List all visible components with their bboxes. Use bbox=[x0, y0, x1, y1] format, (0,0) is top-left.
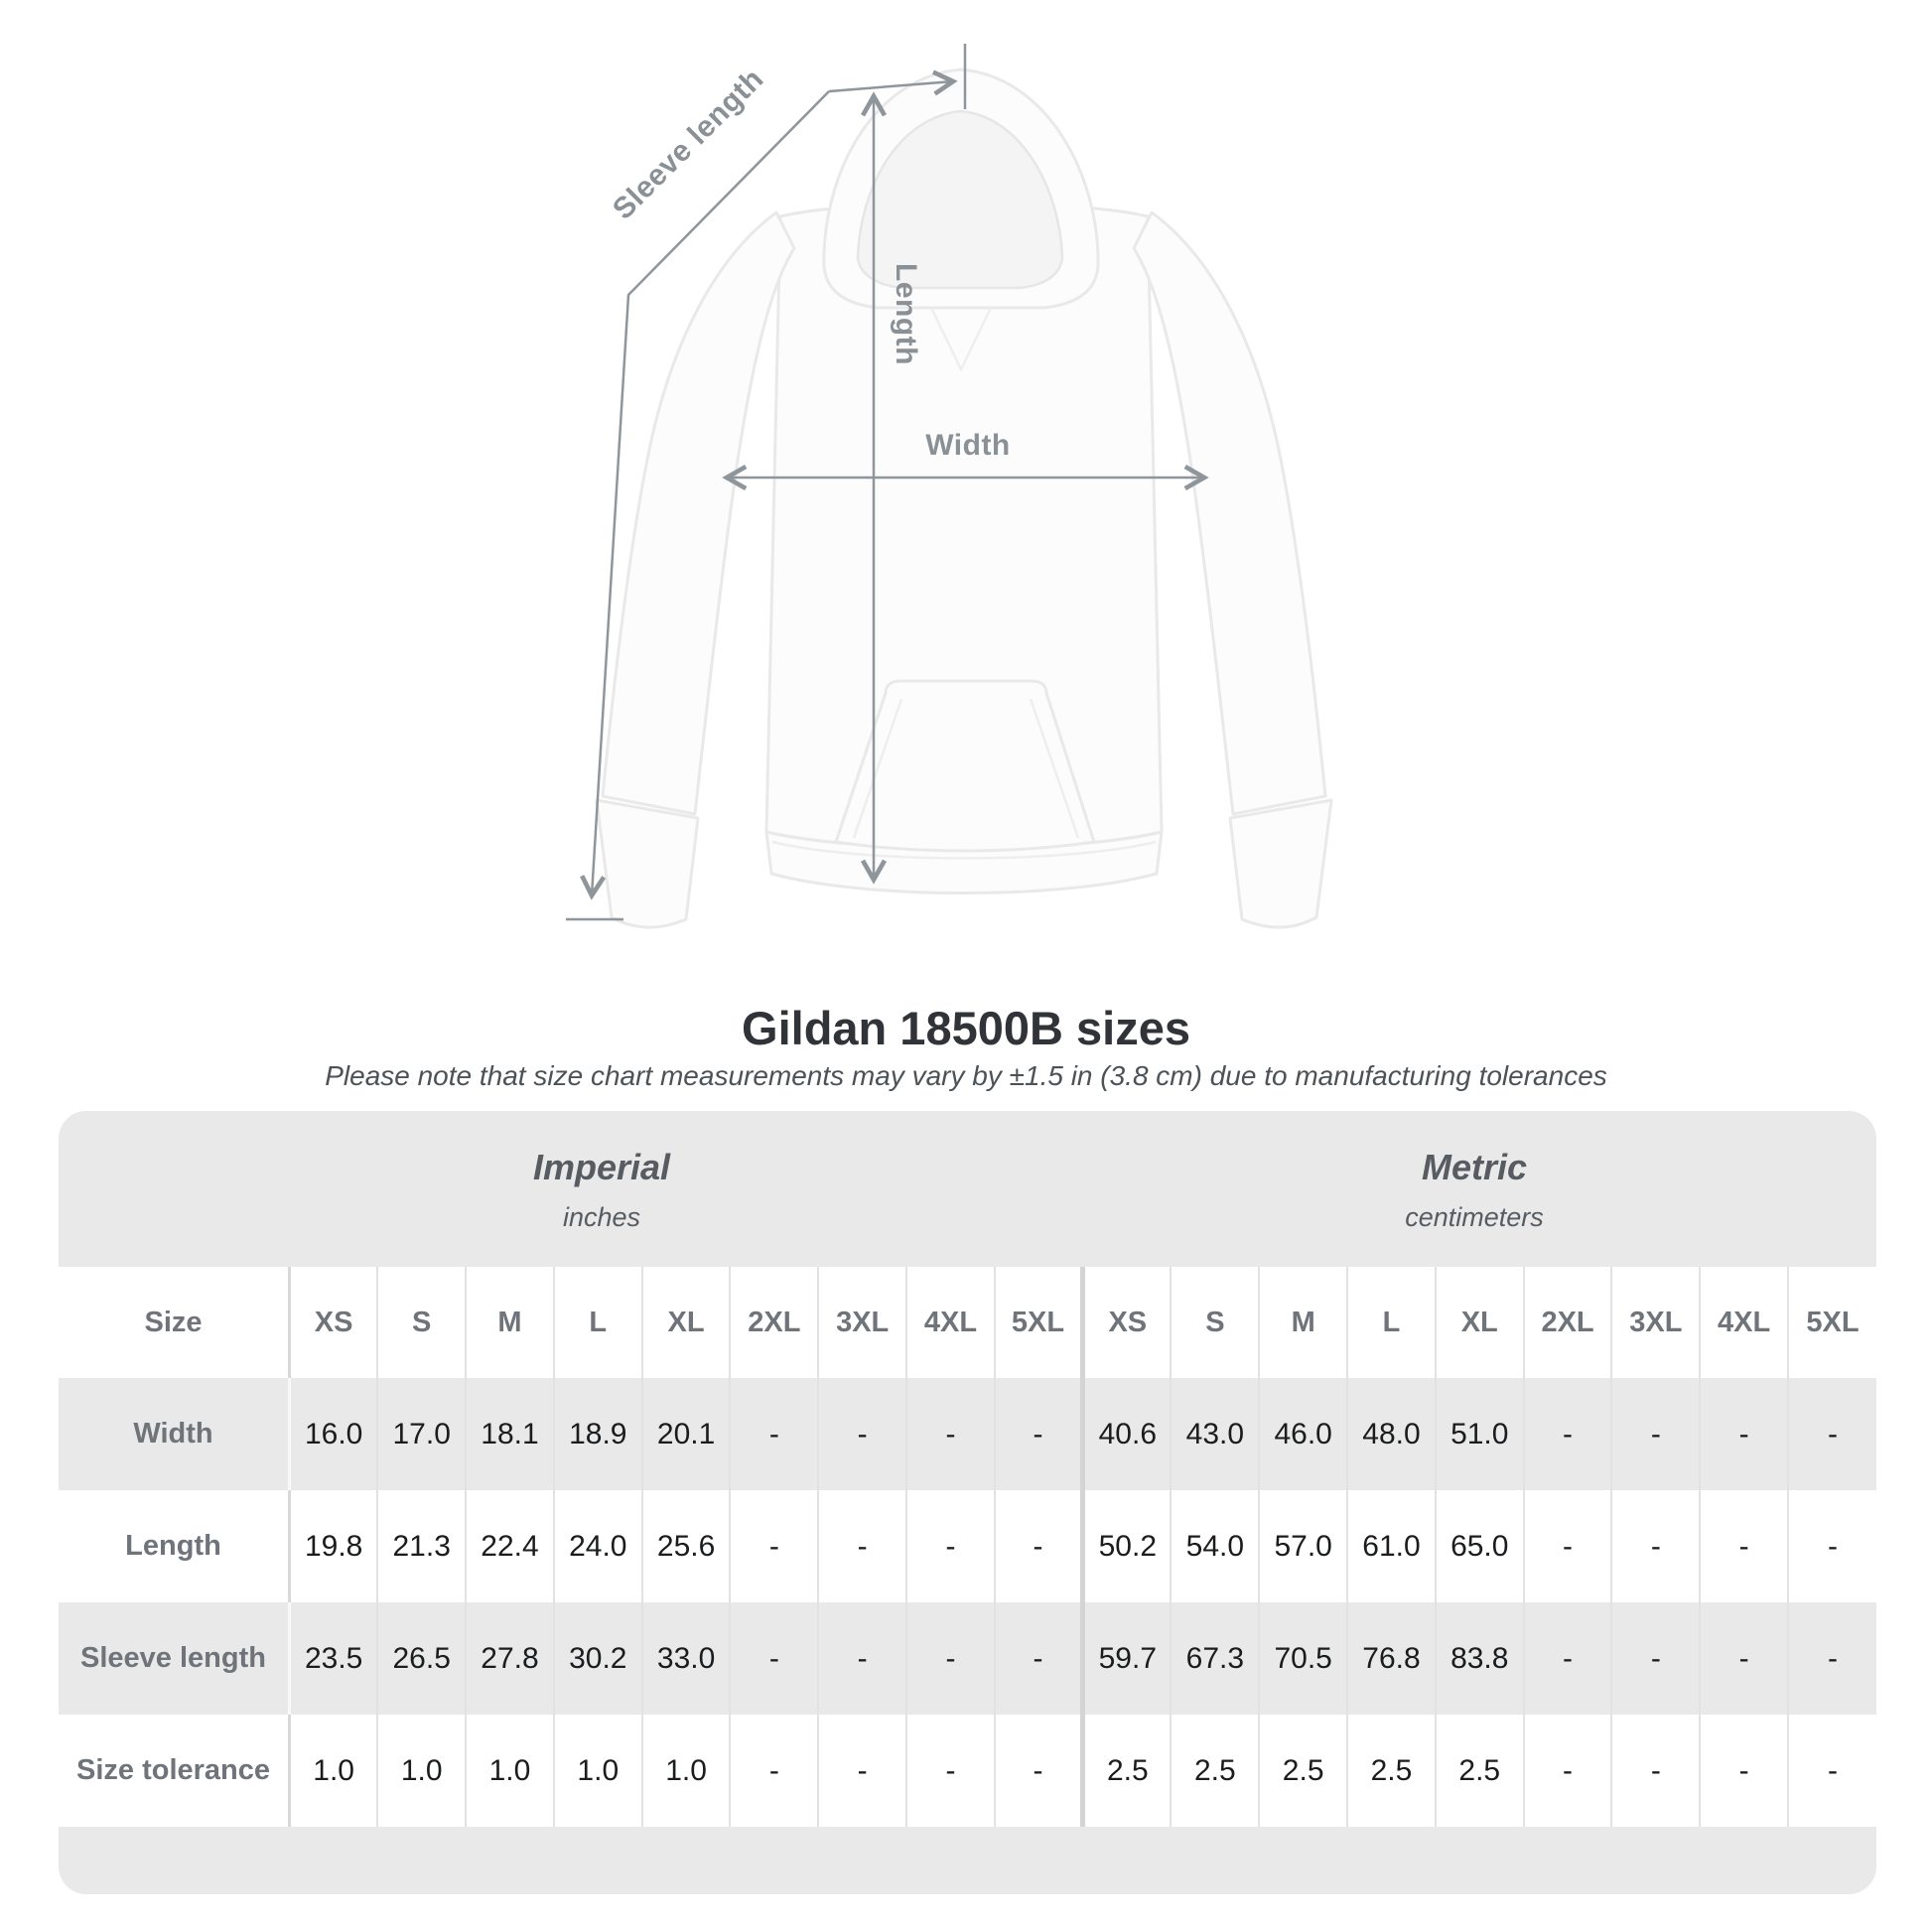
col-header-metric-xs: XS bbox=[1083, 1267, 1172, 1378]
cell-size-tolerance-metric-2xl: - bbox=[1524, 1715, 1612, 1827]
cell-width-imperial-m: 18.1 bbox=[466, 1378, 554, 1490]
cell-sleeve-length-metric-2xl: - bbox=[1524, 1602, 1612, 1715]
sleeve-length-label: Sleeve length bbox=[606, 62, 770, 226]
cell-length-metric-2xl: - bbox=[1524, 1490, 1612, 1602]
col-header-metric-5xl: 5XL bbox=[1788, 1267, 1876, 1378]
cell-sleeve-length-imperial-l: 30.2 bbox=[554, 1602, 642, 1715]
cell-length-metric-xl: 65.0 bbox=[1436, 1490, 1524, 1602]
length-label: Length bbox=[890, 263, 922, 365]
cell-width-imperial-l: 18.9 bbox=[554, 1378, 642, 1490]
cell-sleeve-length-imperial-xl: 33.0 bbox=[642, 1602, 731, 1715]
cell-sleeve-length-metric-xs: 59.7 bbox=[1083, 1602, 1172, 1715]
cell-sleeve-length-imperial-4xl: - bbox=[906, 1602, 995, 1715]
cell-sleeve-length-metric-m: 70.5 bbox=[1259, 1602, 1347, 1715]
cell-width-imperial-5xl: - bbox=[995, 1378, 1083, 1490]
cell-width-metric-l: 48.0 bbox=[1347, 1378, 1436, 1490]
table-row-size-tolerance bbox=[59, 1715, 1876, 1827]
cell-size-tolerance-imperial-xl: 1.0 bbox=[642, 1715, 731, 1827]
col-header-imperial-4xl: 4XL bbox=[906, 1267, 995, 1378]
cell-size-tolerance-imperial-s: 1.0 bbox=[377, 1715, 466, 1827]
table-row-width bbox=[59, 1378, 1876, 1490]
cell-width-metric-m: 46.0 bbox=[1259, 1378, 1347, 1490]
cell-length-metric-s: 54.0 bbox=[1171, 1490, 1259, 1602]
col-header-metric-l: L bbox=[1347, 1267, 1436, 1378]
cell-length-metric-4xl: - bbox=[1700, 1490, 1788, 1602]
cell-size-tolerance-imperial-2xl: - bbox=[730, 1715, 818, 1827]
cell-length-imperial-m: 22.4 bbox=[466, 1490, 554, 1602]
cell-width-imperial-xl: 20.1 bbox=[642, 1378, 731, 1490]
cell-length-imperial-s: 21.3 bbox=[377, 1490, 466, 1602]
metric-group-unit: centimeters bbox=[1405, 1202, 1544, 1232]
col-header-imperial-m: M bbox=[466, 1267, 554, 1378]
cell-sleeve-length-imperial-m: 27.8 bbox=[466, 1602, 554, 1715]
cell-width-imperial-xs: 16.0 bbox=[290, 1378, 378, 1490]
cell-sleeve-length-metric-3xl: - bbox=[1611, 1602, 1700, 1715]
metric-group-header bbox=[1405, 1147, 1544, 1233]
cell-length-metric-5xl: - bbox=[1788, 1490, 1876, 1602]
cell-sleeve-length-metric-xl: 83.8 bbox=[1436, 1602, 1524, 1715]
col-header-metric-m: M bbox=[1259, 1267, 1347, 1378]
row-header-width: Width bbox=[59, 1378, 290, 1490]
cell-sleeve-length-imperial-xs: 23.5 bbox=[290, 1602, 378, 1715]
col-header-imperial-l: L bbox=[554, 1267, 642, 1378]
col-header-metric-s: S bbox=[1171, 1267, 1259, 1378]
cell-sleeve-length-metric-5xl: - bbox=[1788, 1602, 1876, 1715]
row-header-sleeve-length: Sleeve length bbox=[59, 1602, 290, 1715]
cell-length-imperial-xs: 19.8 bbox=[304, 1529, 363, 1563]
cell-width-imperial-2xl: - bbox=[730, 1378, 818, 1490]
col-header-metric-2xl: 2XL bbox=[1524, 1267, 1612, 1378]
cell-size-tolerance-imperial-l: 1.0 bbox=[554, 1715, 642, 1827]
imperial-group-name: Imperial bbox=[532, 1147, 671, 1187]
cell-length-metric-m: 57.0 bbox=[1259, 1490, 1347, 1602]
cell-sleeve-length-imperial-5xl: - bbox=[995, 1602, 1083, 1715]
col-header-imperial-3xl: 3XL bbox=[818, 1267, 906, 1378]
page-title: Gildan 18500B sizes bbox=[742, 1002, 1190, 1054]
cell-size-tolerance-metric-3xl: - bbox=[1611, 1715, 1700, 1827]
cell-size-tolerance-metric-s: 2.5 bbox=[1171, 1715, 1259, 1827]
cell-width-imperial-s: 17.0 bbox=[377, 1378, 466, 1490]
col-header-metric-4xl: 4XL bbox=[1700, 1267, 1788, 1378]
size-corner-header: Size bbox=[59, 1267, 290, 1378]
unit-group-header bbox=[59, 1111, 1876, 1267]
size-table-card bbox=[59, 1111, 1876, 1894]
cell-length-imperial-4xl: - bbox=[906, 1490, 995, 1602]
cell-width-imperial-3xl: - bbox=[818, 1378, 906, 1490]
cell-sleeve-length-imperial-2xl: - bbox=[730, 1602, 818, 1715]
cell-size-tolerance-metric-4xl: - bbox=[1700, 1715, 1788, 1827]
width-label: Width bbox=[925, 429, 1011, 462]
cell-length-imperial-5xl: - bbox=[995, 1490, 1083, 1602]
cell-size-tolerance-imperial-m: 1.0 bbox=[466, 1715, 554, 1827]
cell-sleeve-length-metric-s: 67.3 bbox=[1171, 1602, 1259, 1715]
cell-size-tolerance-metric-5xl: - bbox=[1788, 1715, 1876, 1827]
size-table-body bbox=[59, 1378, 1876, 1827]
cell-width-imperial-4xl: - bbox=[906, 1378, 995, 1490]
row-header-size-tolerance: Size tolerance bbox=[59, 1715, 290, 1827]
imperial-group-header bbox=[533, 1147, 670, 1233]
col-header-imperial-2xl: 2XL bbox=[730, 1267, 818, 1378]
cell-sleeve-length-imperial-3xl: - bbox=[818, 1602, 906, 1715]
col-header-imperial-xs: XS bbox=[314, 1306, 353, 1338]
table-row-sleeve-length bbox=[59, 1602, 1876, 1715]
cell-length-metric-l: 61.0 bbox=[1347, 1490, 1436, 1602]
cell-length-metric-xs: 50.2 bbox=[1083, 1490, 1172, 1602]
cell-width-metric-3xl: - bbox=[1611, 1378, 1700, 1490]
cell-length-metric-3xl: - bbox=[1611, 1490, 1700, 1602]
metric-group-name: Metric bbox=[1421, 1147, 1528, 1187]
cell-size-tolerance-imperial-xs: 1.0 bbox=[313, 1753, 354, 1787]
hoodie-shape bbox=[597, 69, 1331, 927]
cell-width-metric-4xl: - bbox=[1700, 1378, 1788, 1490]
cell-size-tolerance-imperial-3xl: - bbox=[818, 1715, 906, 1827]
col-header-imperial-5xl: 5XL bbox=[995, 1267, 1083, 1378]
size-table-header-row bbox=[59, 1267, 1876, 1378]
col-header-imperial-xl: XL bbox=[642, 1267, 731, 1378]
col-header-metric-xl: XL bbox=[1436, 1267, 1524, 1378]
tolerance-note: Please note that size chart measurements may vary by ±1.5 in (3.8 cm) due to manufacturing tolerances bbox=[325, 1060, 1607, 1091]
imperial-group-unit: inches bbox=[562, 1202, 641, 1232]
cell-sleeve-length-metric-l: 76.8 bbox=[1347, 1602, 1436, 1715]
size-table bbox=[59, 1267, 1876, 1827]
row-header-length: Length bbox=[59, 1490, 290, 1602]
cell-size-tolerance-metric-l: 2.5 bbox=[1347, 1715, 1436, 1827]
cell-length-imperial-l: 24.0 bbox=[554, 1490, 642, 1602]
cell-width-metric-xs: 40.6 bbox=[1083, 1378, 1172, 1490]
col-header-imperial-s: S bbox=[377, 1267, 466, 1378]
cell-length-imperial-xl: 25.6 bbox=[642, 1490, 731, 1602]
cell-length-imperial-2xl: - bbox=[730, 1490, 818, 1602]
table-row-length bbox=[59, 1490, 1876, 1602]
cell-sleeve-length-imperial-s: 26.5 bbox=[377, 1602, 466, 1715]
cell-width-metric-s: 43.0 bbox=[1171, 1378, 1259, 1490]
cell-size-tolerance-imperial-5xl: - bbox=[995, 1715, 1083, 1827]
cell-size-tolerance-imperial-4xl: - bbox=[906, 1715, 995, 1827]
cell-length-imperial-3xl: - bbox=[818, 1490, 906, 1602]
cell-sleeve-length-metric-4xl: - bbox=[1700, 1602, 1788, 1715]
col-header-metric-3xl: 3XL bbox=[1611, 1267, 1700, 1378]
cell-size-tolerance-metric-xs: 2.5 bbox=[1083, 1715, 1172, 1827]
cell-width-metric-5xl: - bbox=[1788, 1378, 1876, 1490]
cell-width-metric-xl: 51.0 bbox=[1436, 1378, 1524, 1490]
cell-size-tolerance-metric-xl: 2.5 bbox=[1436, 1715, 1524, 1827]
cell-size-tolerance-metric-m: 2.5 bbox=[1259, 1715, 1347, 1827]
cell-width-metric-2xl: - bbox=[1524, 1378, 1612, 1490]
